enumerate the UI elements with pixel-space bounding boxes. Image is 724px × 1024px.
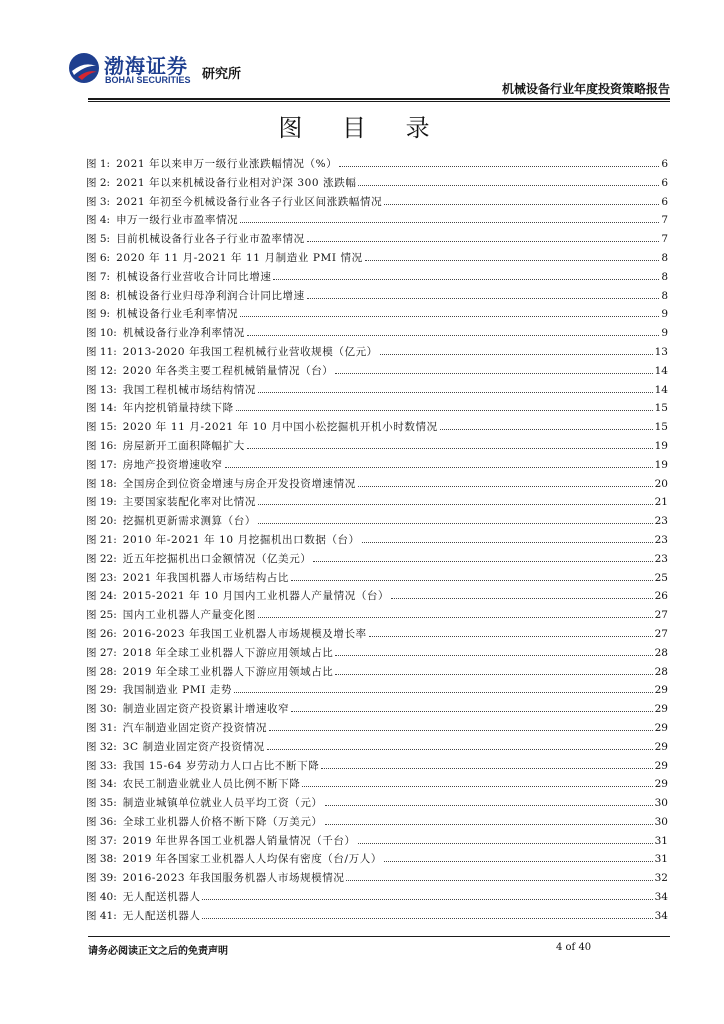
toc-entry-number: 图 19: — [86, 496, 117, 509]
toc-entry-number: 图 22: — [86, 552, 117, 565]
toc-entry[interactable] — [86, 644, 668, 663]
toc-entry-page: 15 — [654, 421, 668, 434]
toc-leader-dots — [258, 606, 653, 618]
toc-entry-title: 2018 年全球工业机器人下游应用领域占比 — [122, 646, 334, 659]
toc-entry-number: 图 31: — [86, 721, 117, 734]
toc-entry-title: 2016-2023 年我国工业机器人市场规模及增长率 — [122, 627, 367, 640]
toc-leader-dots — [202, 888, 652, 900]
toc-entry[interactable] — [86, 587, 668, 606]
toc-entry-number: 图 4: — [86, 214, 111, 227]
toc-entry-page: 19 — [654, 439, 668, 452]
toc-entry-page: 23 — [654, 515, 668, 528]
toc-entry-number: 图 16: — [86, 439, 117, 452]
logo-chinese-name: 渤海证券 — [104, 54, 188, 78]
toc-entry-title: 机械设备行业归母净利润合计同比增速 — [116, 289, 305, 302]
toc-leader-dots — [202, 907, 652, 919]
toc-entry[interactable] — [86, 569, 668, 588]
toc-entry-page: 29 — [654, 721, 668, 734]
toc-entry-page: 9 — [661, 327, 668, 340]
toc-entry-number: 图 1: — [86, 158, 111, 170]
toc-leader-dots — [291, 569, 653, 581]
toc-leader-dots — [358, 174, 659, 186]
toc-leader-dots — [258, 493, 653, 505]
toc-entry-title: 2020 年 11 月-2021 年 11 月制造业 PMI 情况 — [116, 251, 363, 264]
toc-entry-number: 图 36: — [86, 815, 117, 828]
toc-entry-title: 2019 年各国家工业机器人人均保有密度（台/万人） — [122, 853, 382, 866]
toc-leader-dots — [358, 832, 653, 844]
toc-entry-title: 全球工业机器人价格不断下降（万美元） — [122, 815, 323, 828]
toc-entry[interactable] — [86, 663, 668, 682]
toc-entry-title: 主要国家装配化率对比情况 — [122, 496, 256, 509]
toc-entry[interactable] — [86, 738, 668, 757]
toc-entry-title: 无人配送机器人 — [122, 891, 201, 904]
toc-leader-dots — [267, 738, 653, 750]
toc-entry-number: 图 23: — [86, 571, 117, 584]
toc-entry[interactable] — [86, 475, 668, 494]
page-header — [60, 40, 670, 100]
toc-entry[interactable] — [86, 155, 668, 174]
toc-entry-title: 制造业固定资产投资累计增速收窄 — [122, 703, 290, 716]
toc-leader-dots — [358, 475, 653, 487]
toc-leader-dots — [240, 305, 659, 317]
toc-entry-number: 图 38: — [86, 853, 117, 866]
toc-entry-number: 图 15: — [86, 421, 117, 434]
toc-entry-title: 2019 年世界各国工业机器人销量情况（千台） — [122, 834, 356, 847]
toc-entry[interactable] — [86, 287, 668, 306]
toc-entry-page: 15 — [654, 402, 668, 415]
toc-leader-dots — [325, 794, 653, 806]
toc-entry-page: 34 — [654, 909, 668, 922]
toc-entry[interactable] — [86, 268, 668, 287]
toc-entry-page: 34 — [654, 891, 668, 904]
toc-entry[interactable] — [86, 531, 668, 550]
toc-entry[interactable] — [86, 211, 668, 230]
toc-entry-number: 图 13: — [86, 383, 117, 396]
toc-entry-title: 国内工业机器人产量变化图 — [122, 609, 256, 622]
header-divider-thin — [88, 101, 670, 102]
toc-entry-number: 图 12: — [86, 364, 117, 377]
toc-entry-title: 年内挖机销量持续下降 — [122, 402, 234, 415]
toc-entry-page: 31 — [654, 834, 668, 847]
toc-leader-dots — [269, 719, 653, 731]
toc-leader-dots — [365, 249, 660, 261]
toc-entry[interactable] — [86, 493, 668, 512]
toc-leader-dots — [247, 324, 659, 336]
toc-entry-number: 图 40: — [86, 891, 117, 904]
toc-entry-number: 图 25: — [86, 609, 117, 622]
toc-entry-number: 图 14: — [86, 402, 117, 415]
toc-entry-page: 25 — [654, 571, 668, 584]
toc-title: 图 目 录 — [278, 114, 446, 142]
toc-entry-number: 图 26: — [86, 627, 117, 640]
toc-entry-number: 图 8: — [86, 289, 111, 302]
toc-entry-title: 近五年挖掘机出口金额情况（亿美元） — [122, 552, 312, 565]
toc-entry-title: 我国制造业 PMI 走势 — [122, 684, 233, 697]
toc-entry-page: 7 — [661, 233, 668, 246]
toc-entry-number: 图 21: — [86, 533, 117, 546]
toc-entry[interactable] — [86, 437, 668, 456]
toc-leader-dots — [384, 193, 659, 205]
toc-entry-page: 23 — [654, 552, 668, 565]
toc-entry-title: 汽车制造业固定资产投资情况 — [122, 721, 268, 734]
toc-leader-dots — [234, 681, 653, 693]
toc-entry-number: 图 2: — [86, 176, 111, 189]
toc-entry-title: 3C 制造业固定资产投资情况 — [122, 740, 265, 753]
toc-entry-number: 图 37: — [86, 834, 117, 847]
toc-entry[interactable] — [86, 794, 668, 813]
toc-leader-dots — [335, 362, 652, 374]
toc-entry[interactable] — [86, 249, 668, 268]
toc-entry-number: 图 10: — [86, 327, 117, 340]
toc-entry-title: 2019 年全球工业机器人下游应用领域占比 — [122, 665, 334, 678]
toc-entry-number: 图 29: — [86, 684, 117, 697]
toc-entry-page: 6 — [661, 158, 668, 170]
toc-entry-page: 30 — [654, 797, 668, 810]
toc-leader-dots — [240, 211, 659, 223]
toc-entry-title: 机械设备行业营收合计同比增速 — [116, 270, 272, 283]
toc-leader-dots — [307, 230, 660, 242]
toc-leader-dots — [339, 155, 659, 167]
toc-entry-page: 26 — [654, 590, 668, 603]
toc-entry[interactable] — [86, 230, 668, 249]
toc-leader-dots — [440, 418, 653, 430]
toc-entry-page: 23 — [654, 533, 668, 546]
toc-entry-title: 我国工程机械市场结构情况 — [122, 383, 256, 396]
toc-entry-title: 2021 年以来机械设备行业相对沪深 300 涨跌幅 — [116, 176, 357, 189]
toc-entry-title: 2010 年-2021 年 10 月挖掘机出口数据（台） — [122, 533, 360, 546]
toc-entry-title: 机械设备行业毛利率情况 — [116, 308, 239, 321]
toc-entry-page: 29 — [654, 740, 668, 753]
toc-entry-title: 2021 年初至今机械设备行业各子行业区间涨跌幅情况 — [116, 195, 383, 208]
toc-entry-title: 2020 年 11 月-2021 年 10 月中国小松挖掘机开机小时数情况 — [122, 421, 438, 434]
toc-entry-title: 申万一级行业市盈率情况 — [116, 214, 239, 227]
toc-entry-page: 27 — [654, 627, 668, 640]
toc-entry-page: 20 — [654, 477, 668, 490]
toc-leader-dots — [362, 531, 653, 543]
toc-entry-page: 8 — [661, 251, 668, 264]
toc-entry-page: 13 — [654, 345, 668, 358]
toc-entry-page: 8 — [661, 270, 668, 283]
toc-entry[interactable] — [86, 305, 668, 324]
toc-leader-dots — [291, 700, 652, 712]
toc-entry[interactable] — [86, 512, 668, 531]
footer-divider — [88, 936, 670, 937]
toc-entry-title: 全国房企到位资金增速与房企开发投资增速情况 — [122, 477, 356, 490]
toc-entry-number: 图 3: — [86, 195, 111, 208]
toc-entry-number: 图 9: — [86, 308, 111, 321]
toc-entry-title: 农民工制造业就业人员比例不断下降 — [122, 778, 301, 791]
toc-entry[interactable] — [86, 813, 668, 832]
toc-leader-dots — [236, 399, 653, 411]
toc-entry-page: 29 — [654, 703, 668, 716]
footer-disclaimer: 请务必阅读正文之后的免责声明 — [88, 946, 228, 957]
toc-leader-dots — [335, 644, 652, 656]
toc-entry[interactable] — [86, 832, 668, 851]
toc-entry[interactable] — [86, 193, 668, 212]
toc-entry-title: 目前机械设备行业各子行业市盈率情况 — [116, 233, 305, 246]
toc-entry-number: 图 32: — [86, 740, 117, 753]
toc-entry-page: 28 — [654, 665, 668, 678]
toc-entry-number: 图 18: — [86, 477, 117, 490]
toc-entry-page: 7 — [661, 214, 668, 227]
toc-entry[interactable] — [86, 700, 668, 719]
toc-entry-title: 机械设备行业净利率情况 — [122, 327, 245, 340]
toc-entry[interactable] — [86, 719, 668, 738]
toc-entry-number: 图 11: — [86, 345, 117, 358]
toc-entry-page: 28 — [654, 646, 668, 659]
toc-entry-number: 图 17: — [86, 458, 117, 471]
toc-entry-page: 14 — [654, 364, 668, 377]
toc-entry-page: 21 — [654, 496, 668, 509]
toc-entry-number: 图 30: — [86, 703, 117, 716]
toc-entry-number: 图 33: — [86, 759, 117, 772]
toc-entry-number: 图 28: — [86, 665, 117, 678]
toc-entry[interactable] — [86, 381, 668, 400]
toc-entry-page: 30 — [654, 815, 668, 828]
footer-page-info: 4 of 40 — [556, 942, 592, 953]
toc-entry-number: 图 5: — [86, 233, 111, 246]
toc-leader-dots — [380, 343, 653, 355]
toc-leader-dots — [384, 850, 653, 862]
toc-entry[interactable] — [86, 399, 668, 418]
toc-entry-page: 27 — [654, 609, 668, 622]
bohai-logo-icon — [68, 52, 100, 84]
toc-leader-dots — [391, 587, 653, 599]
institute-label: 研究所 — [202, 67, 242, 82]
toc-entry-page: 19 — [654, 458, 668, 471]
toc-entry-page: 6 — [661, 176, 668, 189]
toc-entry[interactable] — [86, 625, 668, 644]
toc-entry-title: 无人配送机器人 — [122, 909, 201, 922]
toc-entry[interactable] — [86, 174, 668, 193]
toc-entry-title: 2016-2023 年我国服务机器人市场规模情况 — [122, 872, 345, 885]
toc-leader-dots — [247, 437, 653, 449]
toc-entry[interactable] — [86, 324, 668, 343]
toc-entry[interactable] — [86, 888, 668, 907]
toc-entry-page: 8 — [661, 289, 668, 302]
toc-entry[interactable] — [86, 907, 668, 926]
logo-english-name: BOHAI SECURITIES — [105, 75, 191, 85]
toc-entry-title: 房地产投资增速收窄 — [122, 458, 223, 471]
toc-entry-page: 32 — [654, 872, 668, 885]
toc-entry-number: 图 35: — [86, 797, 117, 810]
toc-entry-page: 9 — [661, 308, 668, 321]
toc-entry-number: 图 27: — [86, 646, 117, 659]
toc-entry[interactable] — [86, 869, 668, 888]
toc-entry-number: 图 41: — [86, 909, 117, 922]
toc-entry-number: 图 20: — [86, 515, 117, 528]
toc-leader-dots — [321, 757, 652, 769]
toc-entry[interactable] — [86, 850, 668, 869]
toc-entry[interactable] — [86, 681, 668, 700]
toc-entry-title: 2015-2021 年 10 月国内工业机器人产量情况（台） — [122, 590, 390, 603]
toc-entry[interactable] — [86, 418, 668, 437]
toc-entry[interactable] — [86, 456, 668, 475]
report-title: 机械设备行业年度投资策略报告 — [501, 82, 670, 96]
toc-entry-title: 2013-2020 年我国工程机械行业营收规模（亿元） — [122, 345, 378, 358]
toc-leader-dots — [302, 775, 652, 787]
toc-entry-title: 房屋新开工面积降幅扩大 — [122, 439, 245, 452]
toc-leader-dots — [313, 550, 652, 562]
toc-leader-dots — [258, 512, 653, 524]
toc-entry[interactable] — [86, 362, 668, 381]
toc-leader-dots — [307, 287, 660, 299]
toc-entry-number: 图 39: — [86, 872, 117, 885]
toc-entry[interactable] — [86, 343, 668, 362]
toc-entry-page: 6 — [661, 195, 668, 208]
toc-entry-number: 图 34: — [86, 778, 117, 791]
toc-entry[interactable] — [86, 606, 668, 625]
toc-entry-title: 我国 15-64 岁劳动力人口占比不断下降 — [122, 759, 320, 772]
toc-leader-dots — [369, 625, 653, 637]
toc-entry-title: 制造业城镇单位就业人员平均工资（元） — [122, 797, 323, 810]
toc-leader-dots — [335, 663, 652, 675]
toc-entry-page: 29 — [654, 778, 668, 791]
toc-leader-dots — [273, 268, 659, 280]
toc-entry-title: 2021 年我国机器人市场结构占比 — [122, 571, 290, 584]
toc-entry-title: 2021 年以来申万一级行业涨跌幅情况（%） — [116, 158, 338, 170]
toc-entry-page: 29 — [654, 684, 668, 697]
toc-entry-page: 14 — [654, 383, 668, 396]
toc-entry-number: 图 7: — [86, 270, 111, 283]
header-divider — [88, 98, 670, 100]
toc-entry-number: 图 24: — [86, 590, 117, 603]
toc-entry-number: 图 6: — [86, 251, 111, 264]
toc-leader-dots — [225, 456, 653, 468]
toc-entry-title: 2020 年各类主要工程机械销量情况（台） — [122, 364, 334, 377]
toc-leader-dots — [346, 869, 652, 881]
figure-table-of-contents — [86, 155, 668, 926]
toc-entry[interactable] — [86, 550, 668, 569]
toc-leader-dots — [258, 381, 653, 393]
toc-entry[interactable] — [86, 775, 668, 794]
toc-entry-page: 31 — [654, 853, 668, 866]
toc-leader-dots — [325, 813, 653, 825]
toc-entry[interactable] — [86, 757, 668, 776]
toc-entry-title: 挖掘机更新需求测算（台） — [122, 515, 256, 528]
toc-entry-page: 29 — [654, 759, 668, 772]
